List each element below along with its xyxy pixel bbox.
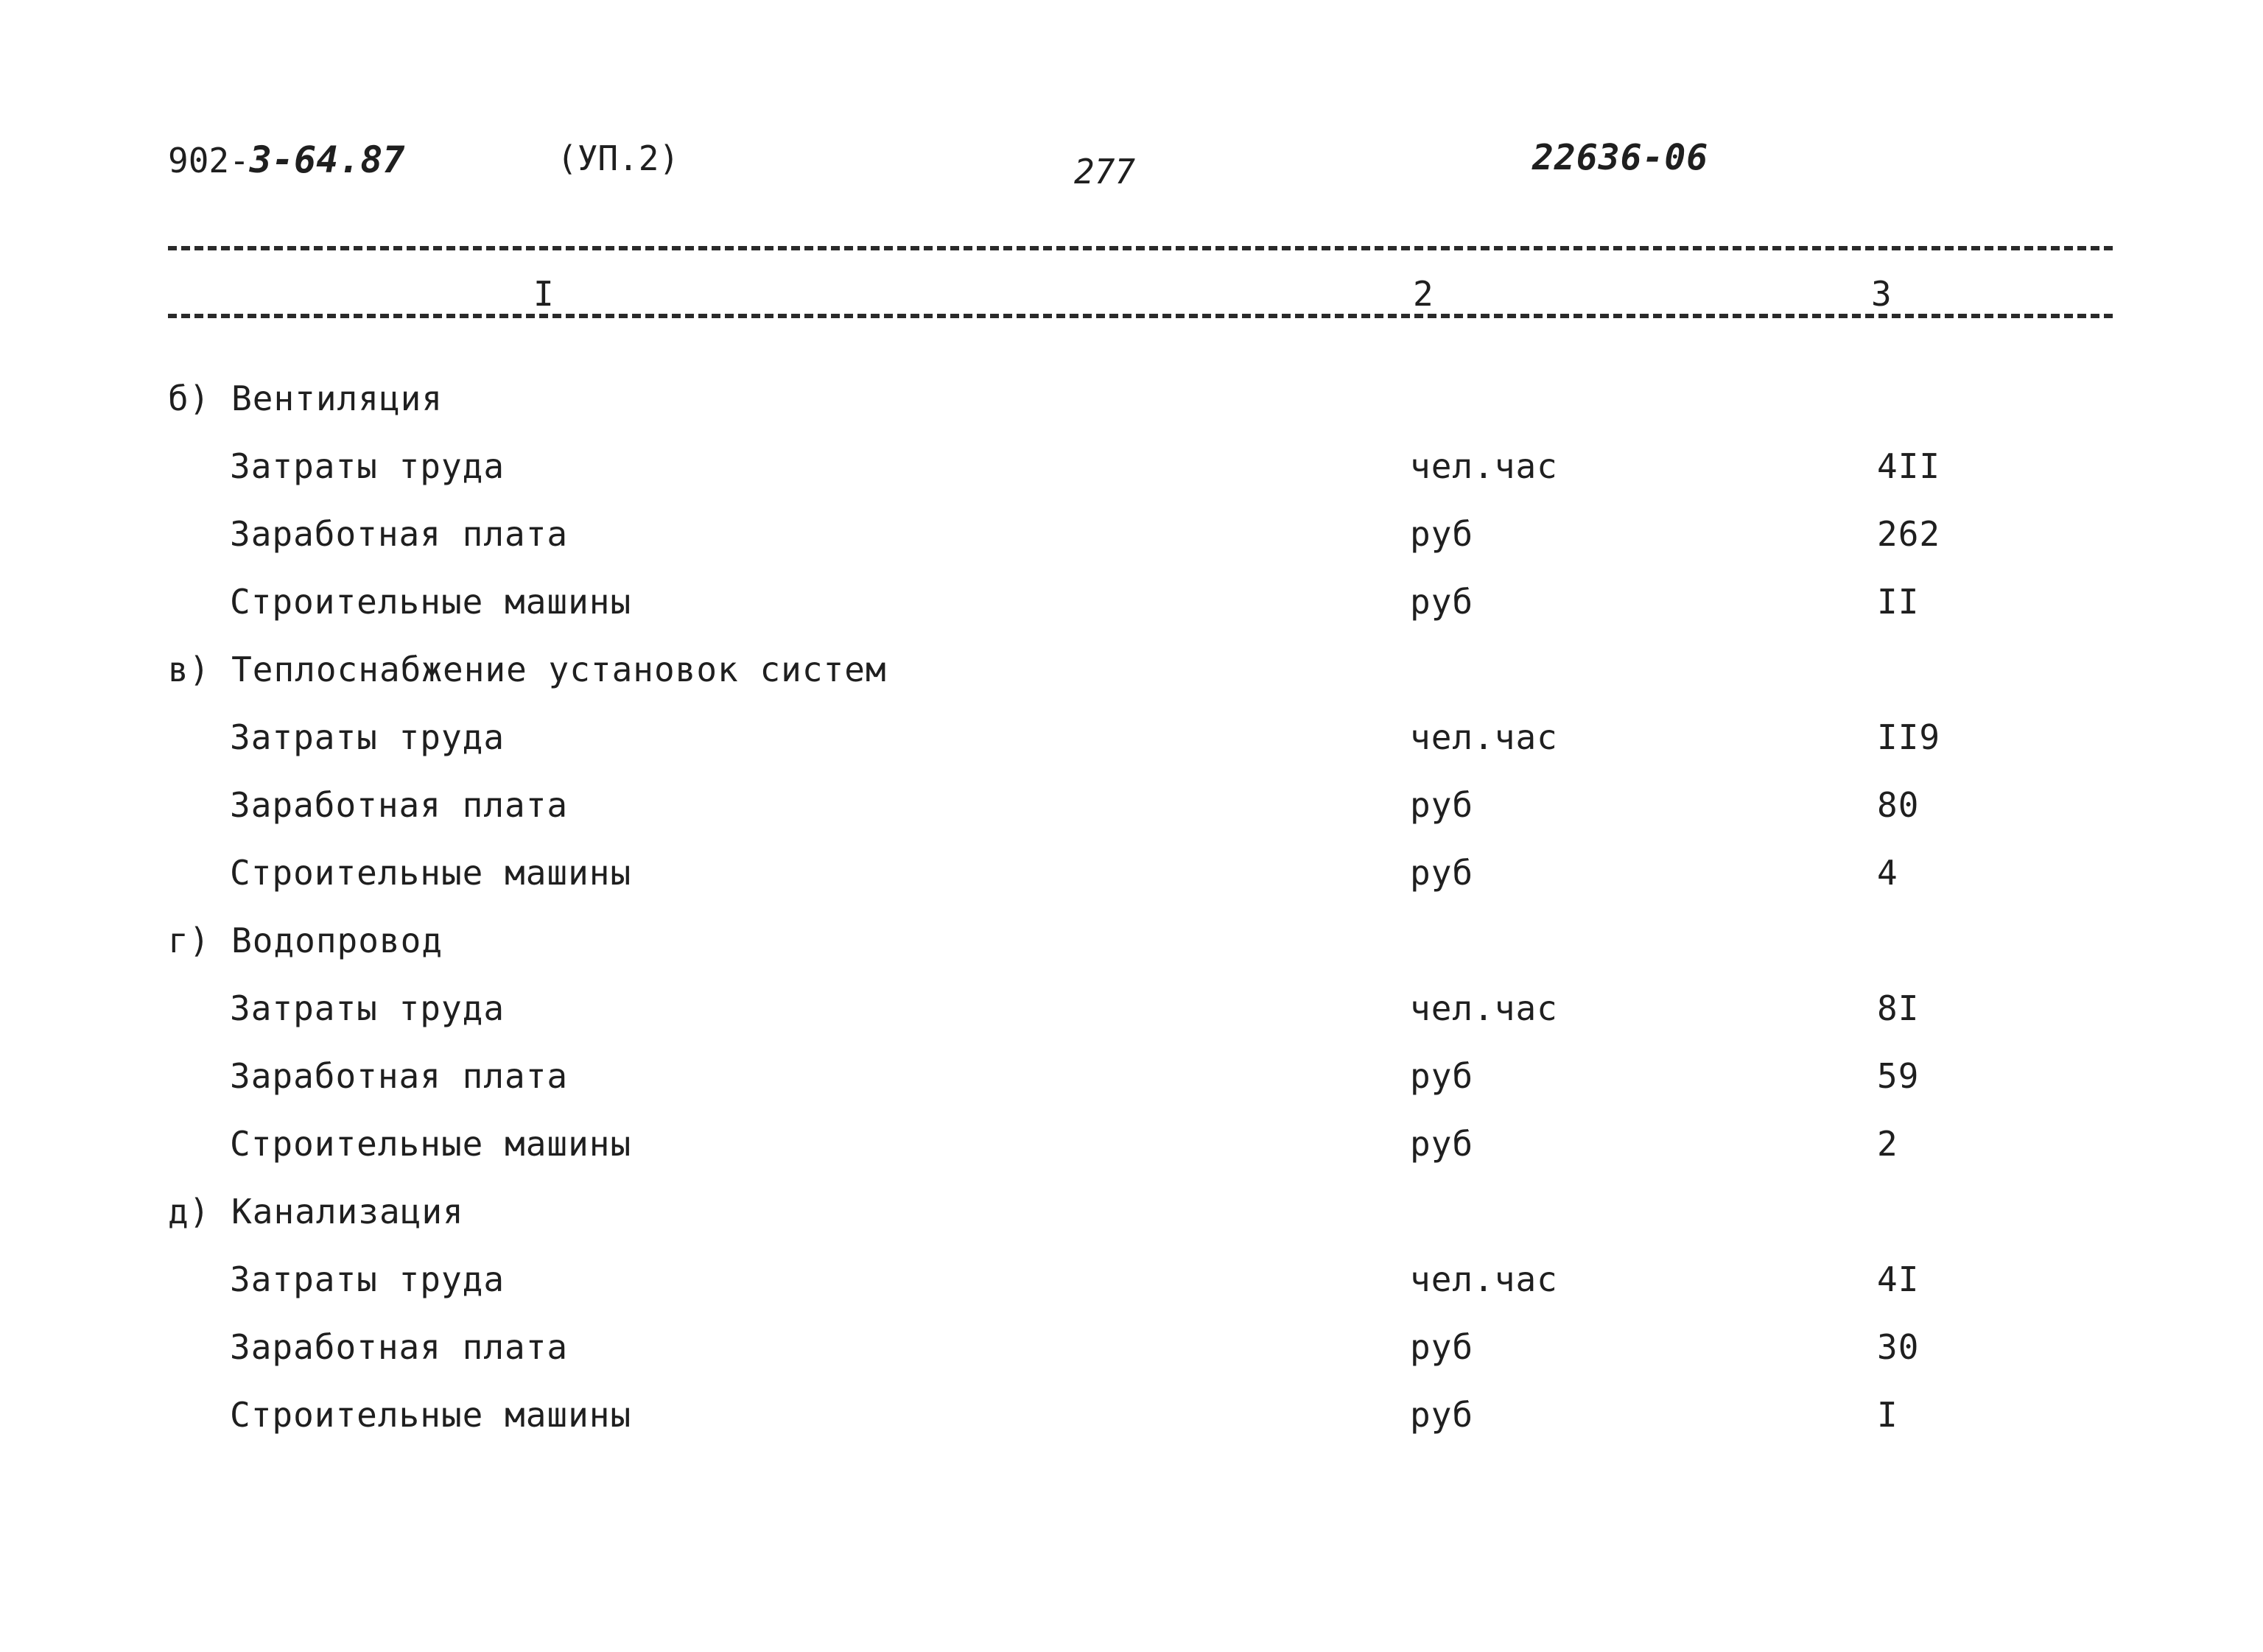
row-value: 4II: [1877, 446, 1941, 486]
row-label: Заработная плата: [230, 1327, 569, 1367]
row-unit: руб: [1410, 1327, 1474, 1367]
row-value: 30: [1877, 1327, 1920, 1367]
row-value: 80: [1877, 785, 1920, 825]
row-value: 4I: [1877, 1259, 1920, 1299]
row-unit: руб: [1410, 853, 1474, 893]
row-unit: руб: [1410, 582, 1474, 622]
document-code-handwritten: 3-64.87: [249, 138, 405, 181]
row-label: Строительные машины: [230, 582, 632, 622]
row-unit: чел.час: [1410, 446, 1558, 486]
section-heading-water-supply: г) Водопровод: [168, 921, 443, 960]
row-label: Затраты труда: [230, 988, 505, 1028]
page-number: 277: [1074, 152, 1136, 191]
row-label: Затраты труда: [230, 717, 505, 757]
row-value: 2: [1877, 1124, 1898, 1164]
document-code: [168, 138, 405, 181]
row-unit: чел.час: [1410, 1259, 1558, 1299]
row-value: 8I: [1877, 988, 1920, 1028]
row-value: II: [1877, 582, 1920, 622]
row-value: 4: [1877, 853, 1898, 893]
row-unit: руб: [1410, 785, 1474, 825]
document-sheet-label: (УП.2): [557, 138, 680, 178]
row-label: Затраты труда: [230, 1259, 505, 1299]
row-unit: руб: [1410, 514, 1474, 554]
row-unit: руб: [1410, 1056, 1474, 1096]
column-header-2: 2: [1410, 274, 1436, 314]
row-label: Заработная плата: [230, 785, 569, 825]
column-header-1: I: [530, 274, 557, 314]
row-label: Строительные машины: [230, 1124, 632, 1164]
row-value: 59: [1877, 1056, 1920, 1096]
row-value: 262: [1877, 514, 1941, 554]
column-header-3: 3: [1868, 274, 1895, 314]
row-label: Заработная плата: [230, 514, 569, 554]
section-heading-heat-supply: в) Теплоснабжение установок систем: [168, 650, 887, 689]
row-label: Заработная плата: [230, 1056, 569, 1096]
row-unit: чел.час: [1410, 717, 1558, 757]
row-unit: руб: [1410, 1124, 1474, 1164]
row-unit: чел.час: [1410, 988, 1558, 1028]
row-label: Строительные машины: [230, 853, 632, 893]
row-value: II9: [1877, 717, 1941, 757]
header-rule-bottom: [168, 314, 2113, 318]
row-label: Строительные машины: [230, 1395, 632, 1435]
header-rule-top: [168, 246, 2113, 250]
row-value: I: [1877, 1395, 1898, 1435]
archive-number: 22636-06: [1532, 137, 1709, 178]
document-code-prefix: 902-: [168, 141, 250, 180]
section-heading-ventilation: б) Вентиляция: [168, 379, 443, 418]
row-unit: руб: [1410, 1395, 1474, 1435]
section-heading-sewerage: д) Канализация: [168, 1192, 464, 1231]
row-label: Затраты труда: [230, 446, 505, 486]
